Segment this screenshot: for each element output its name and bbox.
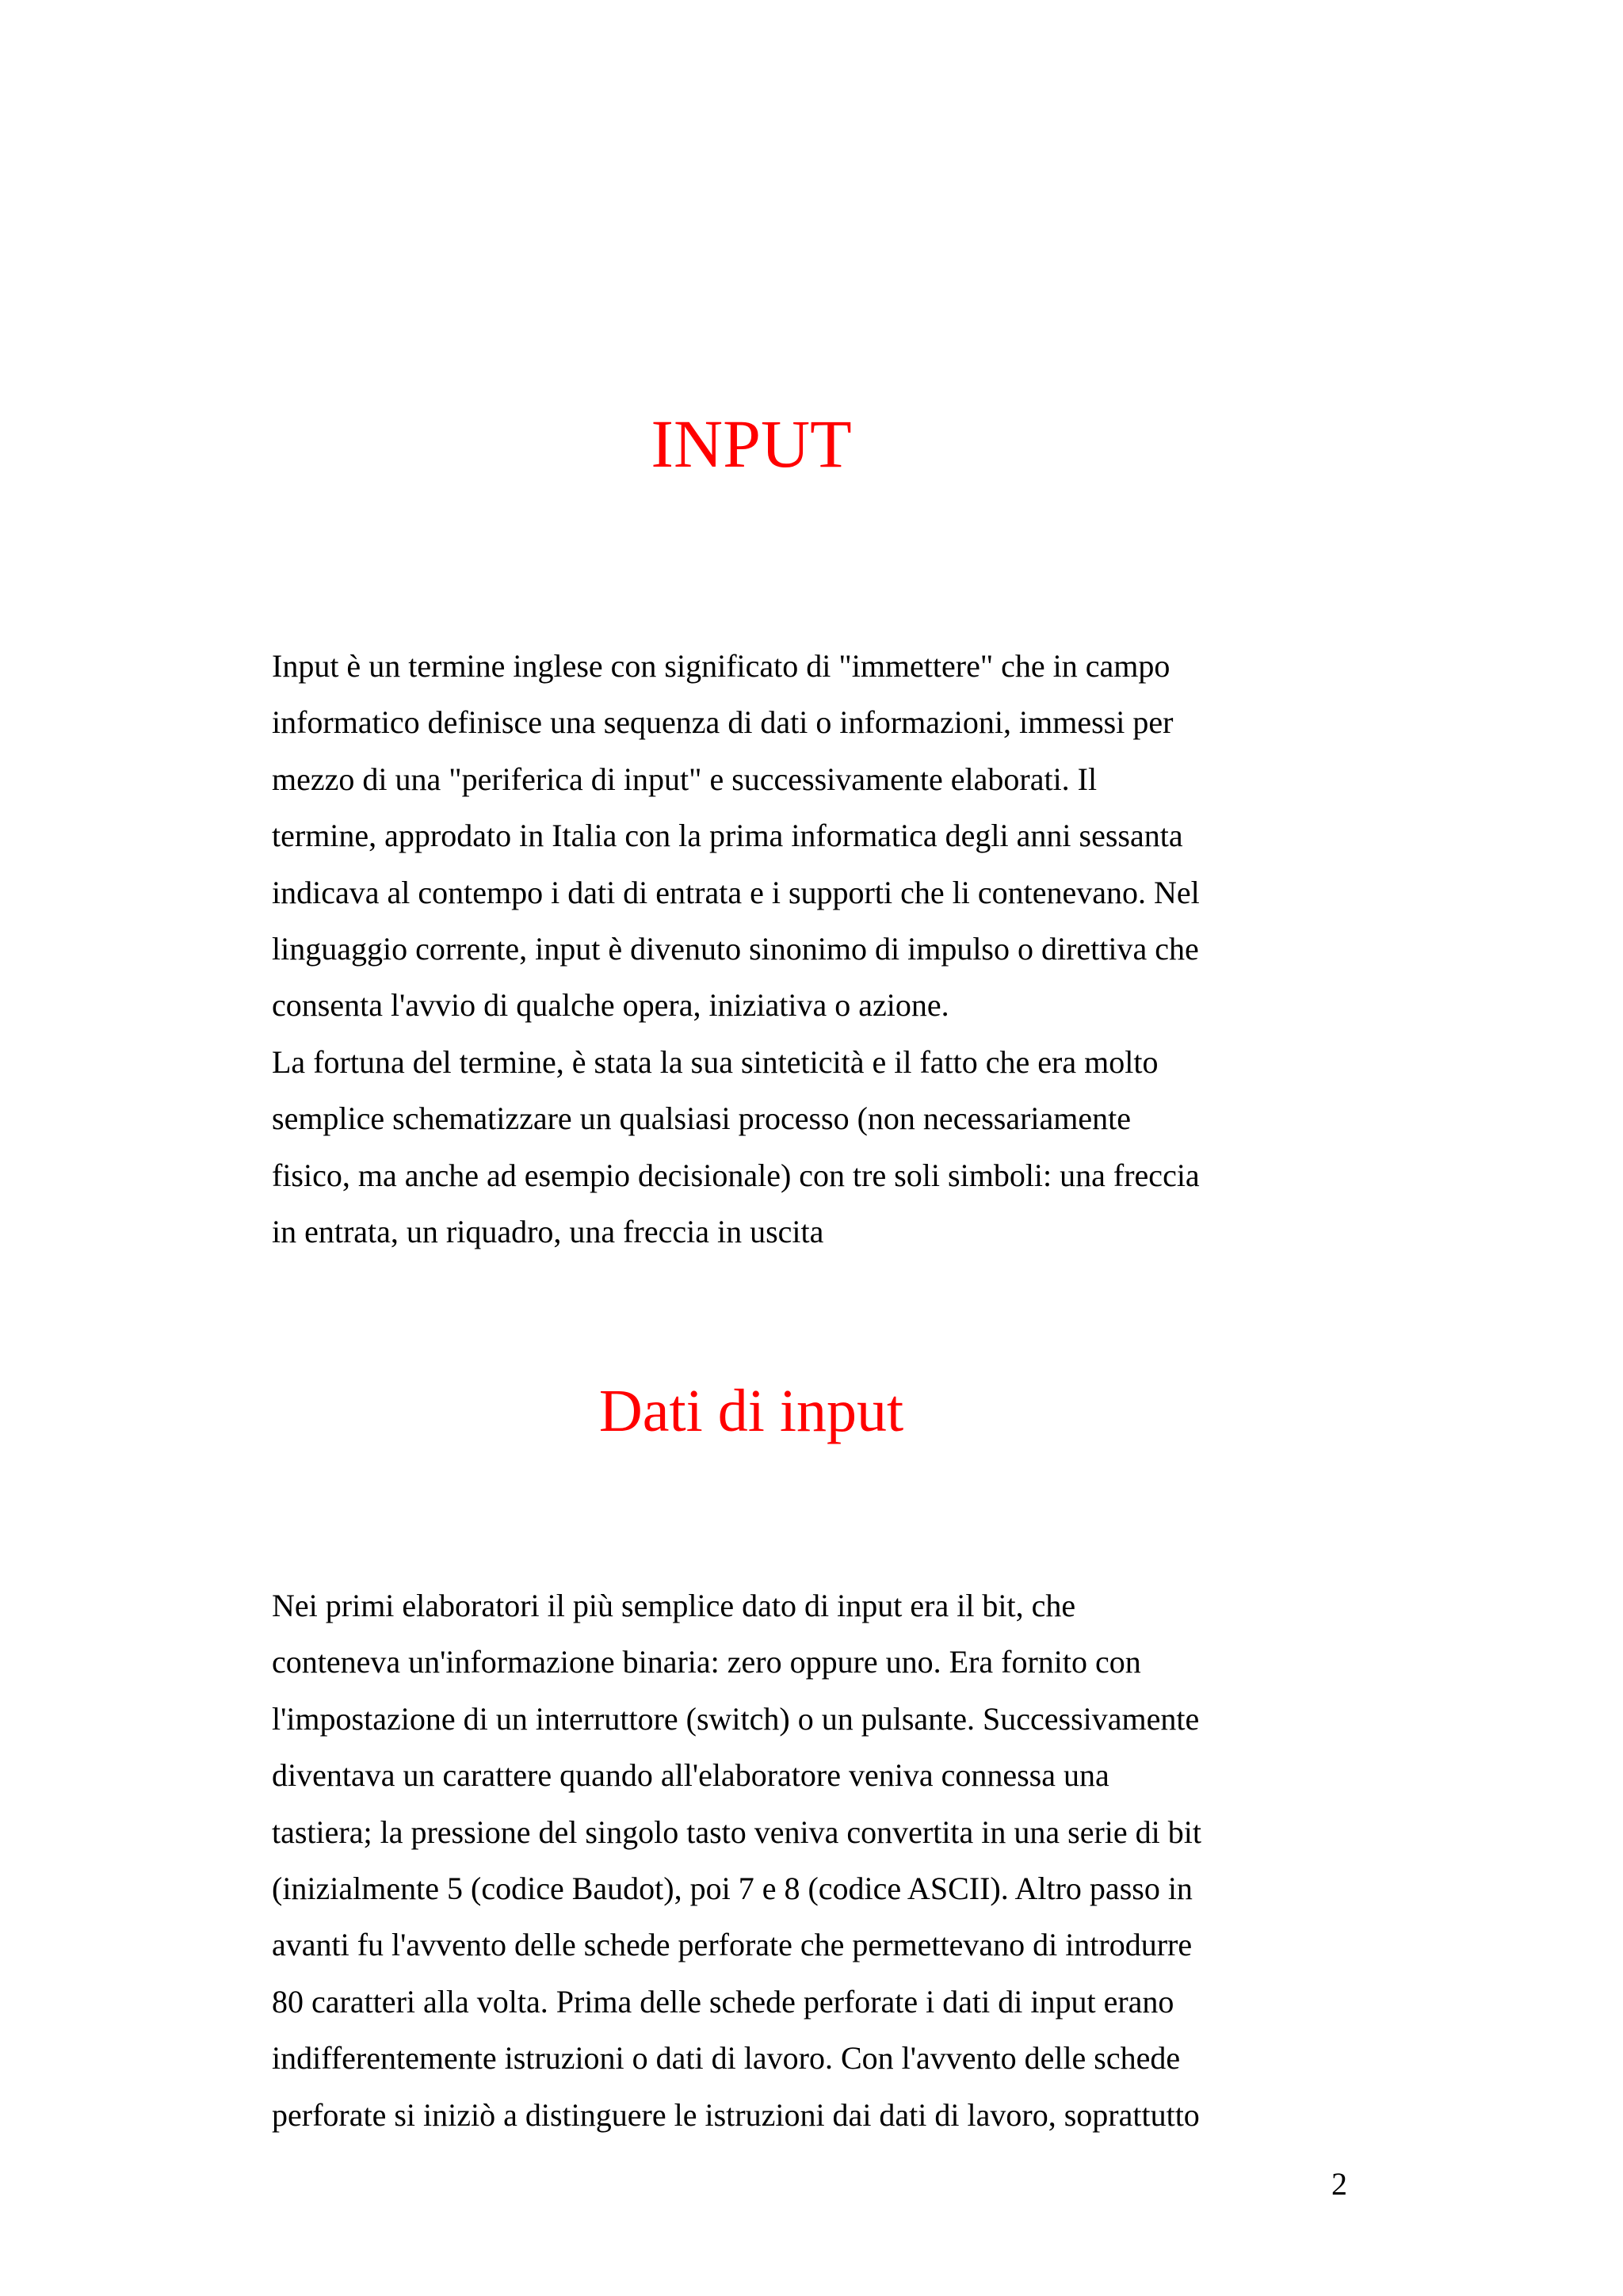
text-line: (inizialmente 5 (codice Baudot), poi 7 e 8 (codice ASCII). Altro passo in — [272, 1870, 1193, 1906]
text-line: informatico definisce una sequenza di dati o informazioni, immessi per — [272, 704, 1174, 741]
section-heading-dati-di-input: Dati di input — [598, 1378, 904, 1444]
text-line: consenta l'avvio di qualche opera, iniziativa o azione. — [272, 987, 949, 1024]
text-line: semplice schematizzare un qualsiasi processo (non necessariamente — [272, 1100, 1132, 1137]
text-line: fisico, ma anche ad esempio decisionale) con tre soli simboli: una freccia — [272, 1157, 1200, 1193]
text-line: tastiera; la pressione del singolo tasto veniva convertita in una serie di bit — [272, 1814, 1202, 1850]
text-line: indicava al contempo i dati di entrata e i supporti che li contenevano. Nel — [272, 874, 1200, 910]
text-line: 80 caratteri alla volta. Prima delle schede perforate i dati di input erano — [272, 1983, 1174, 2019]
text-line: in entrata, un riquadro, una freccia in uscita — [272, 1213, 824, 1249]
section-heading-input: INPUT — [651, 406, 852, 482]
text-line: La fortuna del termine, è stata la sua sinteticità e il fatto che era molto — [272, 1043, 1159, 1080]
text-line: indifferentemente istruzioni o dati di lavoro. Con l'avvento delle schede — [272, 2040, 1181, 2077]
text-line: diventava un carattere quando all'elaboratore veniva connessa una — [272, 1757, 1109, 1794]
text-line: l'impostazione di un interruttore (switch) o un pulsante. Successivamente — [272, 1700, 1200, 1737]
text-line: Nei primi elaboratori il più semplice dato di input era il bit, che — [272, 1588, 1076, 1623]
input-paragraph — [272, 638, 1302, 1260]
dati-di-input-paragraph — [272, 1577, 1302, 2143]
text-line: linguaggio corrente, input è divenuto sinonimo di impulso o direttiva che — [272, 930, 1199, 967]
text-line: termine, approdato in Italia con la prima informatica degli anni sessanta — [272, 818, 1183, 854]
page-number: 2 — [1331, 2166, 1347, 2202]
text-line: avanti fu l'avvento delle schede perforate che permettevano di introdurre — [272, 1927, 1193, 1963]
text-line: conteneva un'informazione binaria: zero oppure uno. Era fornito con — [272, 1644, 1141, 1680]
text-line: perforate si iniziò a distinguere le istruzioni dai dati di lavoro, soprattutto — [272, 2096, 1200, 2133]
text-line: Input è un termine inglese con significato di "immettere" che in campo — [272, 648, 1170, 684]
text-line: mezzo di una "periferica di input" e successivamente elaborati. Il — [272, 761, 1098, 797]
